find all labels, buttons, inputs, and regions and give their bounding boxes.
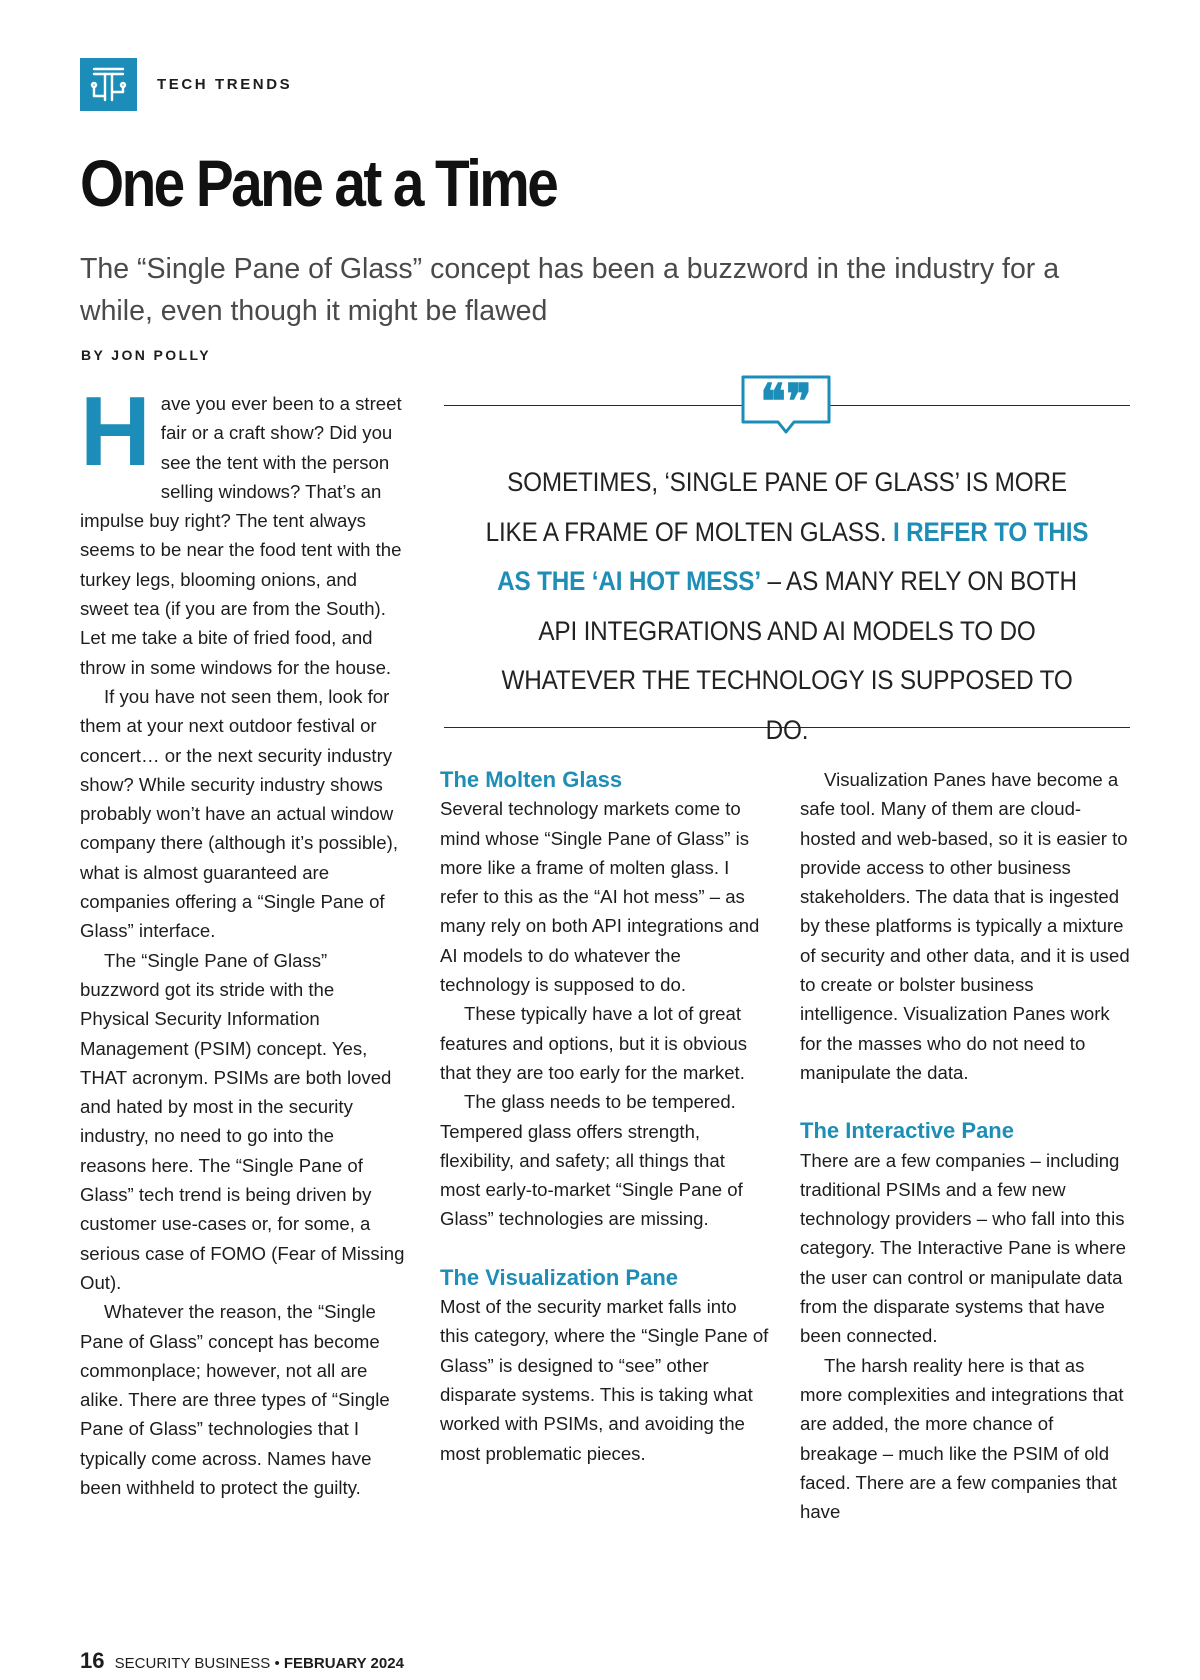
- paragraph: Several technology markets come to mind whose “Single Pane of Glass” is more like a frame of molten glass. I refer to this as the “AI hot mess” – as many rely on both API integrations and AI models to do whatever the technology is supposed to do.: [440, 798, 760, 996]
- pull-quote-part: – AS MANY RELY ON BOTH API INTEGRATIONS AND AI MODELS TO DO WHATEVER THE TECHNOLOGY IS SUPPOSED TO DO.: [501, 566, 1077, 745]
- section-label: TECH TRENDS: [157, 76, 293, 93]
- paragraph: The harsh reality here is that as more complexities and integrations that are added, the more chance of breakage – much like the PSIM of old faced. There are a few companies that have: [800, 1354, 1124, 1523]
- subheading: The Molten Glass: [440, 767, 623, 792]
- pull-quote-text: [478, 458, 1095, 755]
- paragraph: Visualization Panes have become a safe tool. Many of them are cloud-hosted and web-based, so it is easier to provide access to other business stakeholders. The data that is ingested by these platforms is typically a mixture of security and other data, and it is used to create or bolster business intelligence. Visualization Panes work for the masses who do not need to manipulate the data.: [800, 769, 1130, 1083]
- page-number: 16: [80, 1648, 105, 1673]
- separator: •: [274, 1655, 280, 1672]
- tech-trends-t-logo-icon: [80, 58, 137, 111]
- drop-cap: H: [80, 376, 151, 486]
- paragraph: Most of the security market falls into this category, where the “Single Pane of Glass” is designed to “see” other disparate systems. This is taking what worked with PSIMs, and avoiding the most problematic pieces.: [440, 1296, 769, 1464]
- quote-marks-icon: [740, 374, 832, 438]
- issue-date: FEBRUARY 2024: [283, 1655, 404, 1672]
- byline: BY JON POLLY: [81, 347, 211, 363]
- paragraph: These typically have a lot of great features and options, but it is obvious that they are too early for the market.: [440, 1003, 747, 1083]
- column-1: [80, 376, 405, 1502]
- article-title: One Pane at a Time: [80, 146, 557, 220]
- article-subtitle: The “Single Pane of Glass” concept has been a buzzword in the industry for a while, even though it might be flawed: [80, 253, 1060, 327]
- pull-quote-highlight: I REFER TO THIS AS THE ‘AI HOT MESS’: [497, 516, 1089, 596]
- column-2: [440, 765, 770, 1468]
- publication-name: SECURITY BUSINESS: [114, 1655, 271, 1672]
- subheading: The Visualization Pane: [440, 1264, 678, 1290]
- paragraph: The “Single Pane of Glass” buzzword got its stride with the Physical Security Information Management (PSIM) concept. Yes, THAT acronym. PSIMs are both loved and hated by most in the security industry, no need to go into the reasons here. The “Single Pane of Glass” tech trend is being driven by customer use-cases or, for some, a serious case of FOMO (Fear of Missing Out).: [80, 949, 405, 1293]
- column-3: [800, 765, 1130, 1526]
- svg-text:❝❞: ❝❞: [760, 376, 812, 429]
- paragraph: The glass needs to be tempered. Tempered glass offers strength, flexibility, and safety; all things that most early-to-market “Single Pane of Glass” technologies are missing.: [440, 1091, 743, 1230]
- page-footer: [80, 1648, 404, 1674]
- pull-quote-part: SOMETIMES, ‘SINGLE PANE OF GLASS’ IS MORE LIKE A FRAME OF MOLTEN GLASS.: [485, 467, 1067, 547]
- paragraph: There are a few companies – including traditional PSIMs and a few new technology providers – who fall into this category. The Interactive Pane is where the user can control or manipulate data from the disparate systems that have been connected.: [800, 1149, 1126, 1347]
- paragraph: ave you ever been to a street fair or a craft show? Did you see the tent with the person selling windows? That’s an impulse buy right? The tent always seems to be near the food tent with the turkey legs, blooming onions, and sweet tea (if you are from the South). Let me take a bite of fried food, and throw in some windows for the house.: [80, 393, 402, 678]
- paragraph: Whatever the reason, the “Single Pane of Glass” concept has become commonplace; however, not all are alike. There are three types of “Single Pane of Glass” technologies that I typically come across. Names have been withheld to protect the guilty.: [80, 1301, 390, 1498]
- subheading: The Interactive Pane: [800, 1118, 1014, 1144]
- paragraph: If you have not seen them, look for them at your next outdoor festival or concert… or the next security industry show? While security industry shows probably won’t have an actual window company there (although it’s possible), what is almost guaranteed are companies offering a “Single Pane of Glass” interface.: [80, 685, 398, 942]
- pull-quote: [444, 370, 1130, 745]
